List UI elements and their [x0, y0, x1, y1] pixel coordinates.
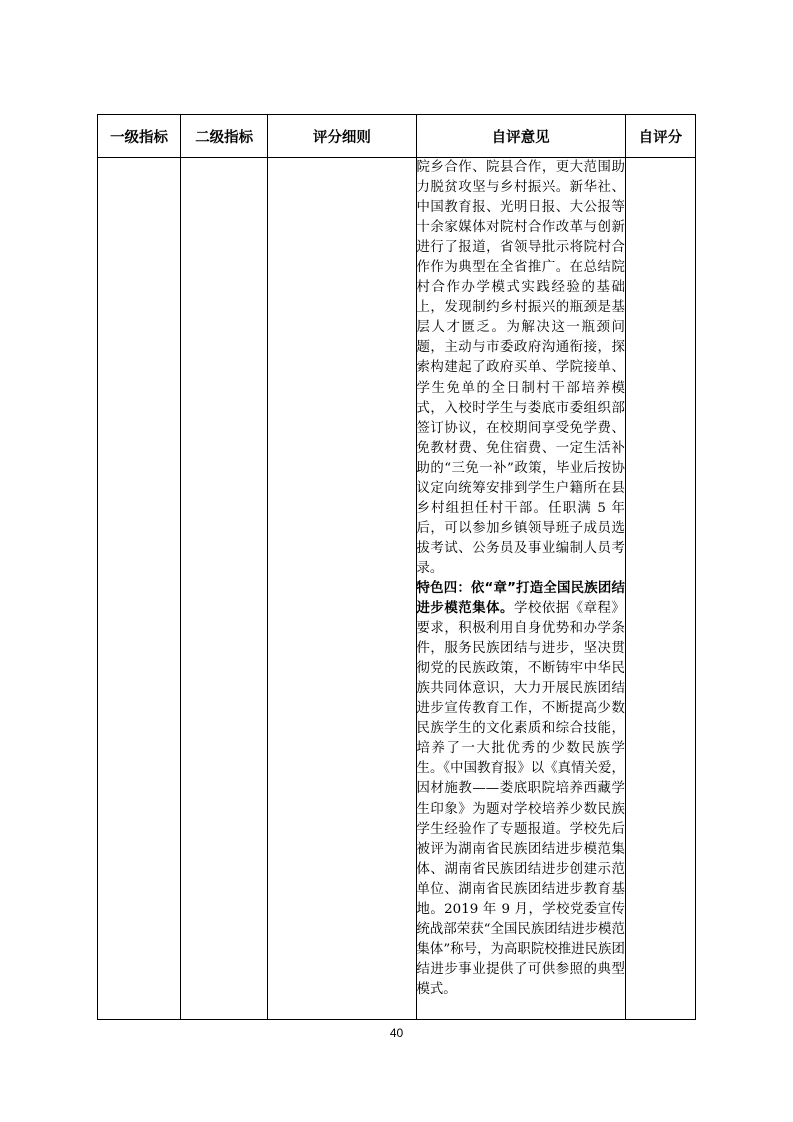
evaluation-table [97, 114, 696, 1020]
page-number: 40 [389, 1026, 404, 1040]
cell-level1-indicator [98, 158, 181, 1020]
feature-four-body: 学校依据《章程》要求，积极利用自身优势和办学条件，服务民族团结与进步，坚决贯彻党的民族政策，不断铸牢中华民族共同体意识，大力开展民族团结进步宣传教育工作，不断提高少数民族学生的文化素质和综合技能，培养了一大批优秀的少数民族学生。《中国教育报》以《真情关爱，因材施教——娄底职院培养西藏学生印象》为题对学校培养少数民族学生经验作了专题报道。学校先后被评为湖南省民族团结进步模范集体、湖南省民族团结进步创建示范单位、湖南省民族团结进步教育基地。2019 年 9 月，学校党委宣传统战部荣获“全国民族团结进步模范集体”称号，为高职院校推进民族团结进步事业提供了可供参照的典型模式。 [416, 601, 625, 997]
table-header-row [98, 115, 696, 158]
feature-four-heading: 特色四：依“章”打造全国民族团结进步模范集体。 [416, 580, 625, 617]
header-self-score: 自评分 [625, 115, 695, 158]
cell-level2-indicator [181, 158, 268, 1020]
cell-scoring-criteria [268, 158, 416, 1020]
header-self-evaluation-opinion: 自评意见 [416, 115, 625, 158]
header-level2-indicator: 二级指标 [181, 115, 268, 158]
opinion-paragraph-1: 院乡合作、院县合作，更大范围助力脱贫攻坚与乡村振兴。新华社、中国教育报、光明日报、大公报等十余家媒体对院村合作改革与创新进行了报道，省领导批示将院村合作作为典型在全省推广。在总结院村合作办学模式实践经验的基础上，发现制约乡村振兴的瓶颈是基层人才匮乏。为解决这一瓶颈问题，主动与市委政府沟通衔接，探索构建起了政府买单、学院接单、学生免单的全日制村干部培养模式，入校时学生与娄底市委组织部签订协议，在校期间享受免学费、免教材费、免住宿费、一定生活补助的“三免一补”政策，毕业后按协议定向统筹安排到学生户籍所在县乡村组担任村干部。任职满 5 年后，可以参加乡镇领导班子成员选拔考试、公务员及事业编制人员考录。 [416, 160, 625, 576]
opinion-paragraph-2 [417, 579, 625, 1000]
cell-self-evaluation-opinion [416, 158, 625, 1020]
cell-self-score [625, 158, 695, 1020]
header-level1-indicator: 一级指标 [98, 115, 181, 158]
table-row [98, 158, 696, 1020]
header-scoring-criteria: 评分细则 [268, 115, 416, 158]
